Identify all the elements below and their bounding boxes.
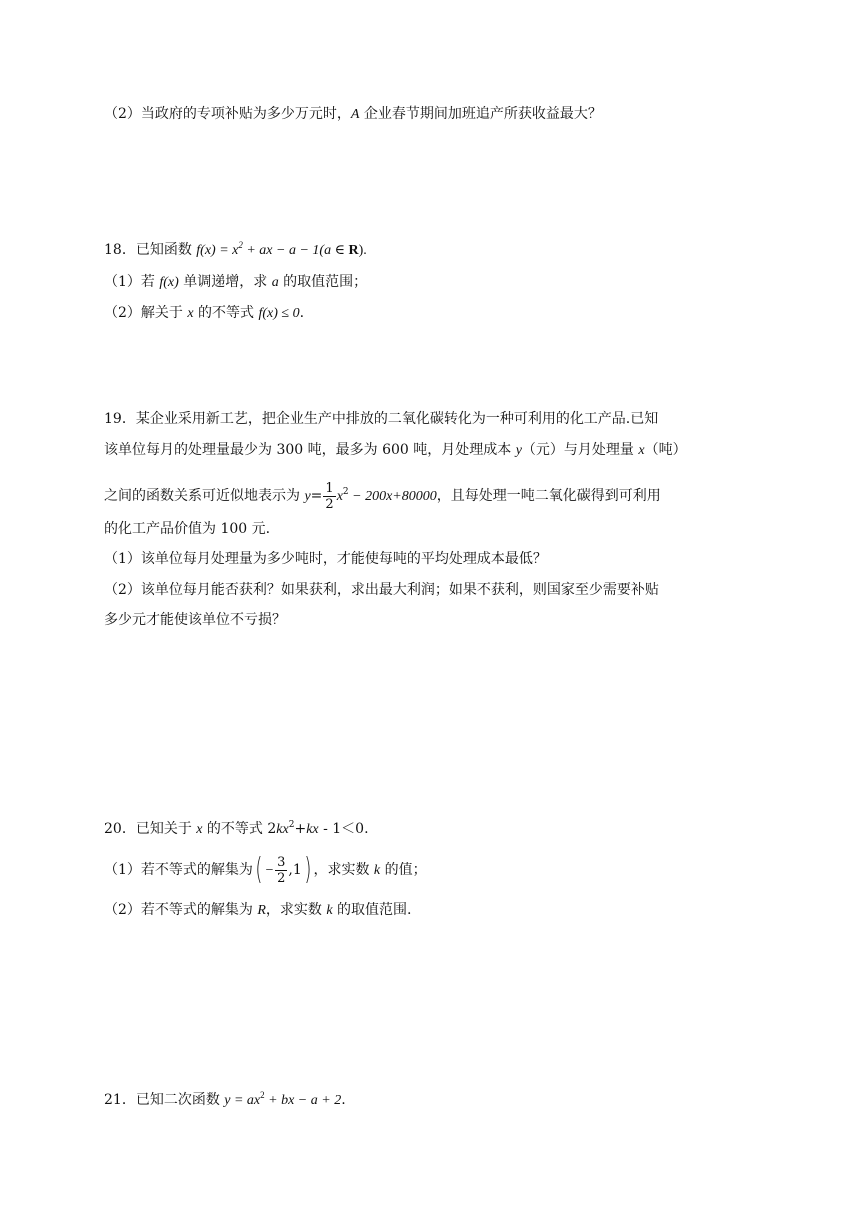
q19-line2 xyxy=(104,440,687,461)
q19-line2-end: （吨） xyxy=(644,442,687,458)
q19-line3-eq: = xyxy=(310,488,323,504)
q20-part2-R: R xyxy=(257,903,266,918)
q19-line3-y: y xyxy=(304,489,311,504)
q18-formula xyxy=(196,240,367,258)
q19-part1: （1）该单位每月处理量为多少吨时，才能使每吨的平均处理成本最低？ xyxy=(104,551,547,567)
q21-end: . xyxy=(341,1092,346,1108)
q17-part2-text: （2）当政府的专项补贴为多少万元时， xyxy=(104,106,351,122)
q18-part2-end: . xyxy=(299,305,305,321)
q20-part2-mid: ，求实数 xyxy=(265,902,327,918)
q18-number: 18．已知函数 xyxy=(104,242,197,258)
q20-kx1: kx xyxy=(276,822,289,837)
q19-part2-line1: （2）该单位每月能否获利？如果获利，求出最大利润；如果不获利，则国家至少需要补贴 xyxy=(104,582,659,598)
q19-part2-line2: 多少元才能使该单位不亏损？ xyxy=(104,612,286,628)
q18-part1 xyxy=(104,272,367,293)
q19-fraction xyxy=(323,481,335,512)
q18-part1-fx: f(x) xyxy=(159,275,179,290)
q19-line3 xyxy=(104,478,661,515)
q20-part1 xyxy=(104,852,427,889)
q19-line1: 19．某企业采用新工艺，把企业生产中排放的二氧化碳转化为一种可利用的化工产品.已知 xyxy=(104,411,659,427)
q21-number: 21．已知二次函数 xyxy=(104,1092,225,1108)
q17-part2 xyxy=(104,104,602,125)
q20-one: ,1 xyxy=(288,862,302,878)
q18-real-set: R xyxy=(348,243,359,258)
q18-part1-end: 的取值范围； xyxy=(278,274,368,290)
q18-part1-text: （1）若 xyxy=(104,274,160,290)
q18-f: f xyxy=(196,243,201,258)
right-paren-icon: ) xyxy=(304,852,312,887)
q19-line3-rest: − 200x+80000 xyxy=(348,489,437,504)
q20-part2 xyxy=(104,900,412,921)
q20-part2-end: 的取值范围. xyxy=(332,902,412,918)
q18-exp: 2 xyxy=(238,240,243,250)
q20-frac-den: 2 xyxy=(277,870,286,886)
q19-line2-mid: （元）与月处理量 xyxy=(521,442,639,458)
q20-exp: 2 xyxy=(288,820,295,830)
q21-exp: 2 xyxy=(260,1090,265,1100)
q20-part1-end: 的值； xyxy=(380,862,427,878)
q21-formula xyxy=(224,1090,342,1108)
q20-part1-text: （1）若不等式的解集为 xyxy=(104,862,253,878)
q19-line3-x: x xyxy=(336,489,343,504)
q18-part1-a: a xyxy=(271,275,279,290)
q19-frac-num: 1 xyxy=(325,480,334,496)
q18-part2-x: x xyxy=(187,306,194,321)
q18-fx: (x) = x xyxy=(200,243,239,258)
q21-stem xyxy=(104,1090,346,1111)
q20-number: 20．已知关于 xyxy=(104,821,197,837)
q18-part1-mid: 单调递增，求 xyxy=(178,274,272,290)
q20-fraction xyxy=(275,855,287,886)
q20-part1-mid: ，求实数 xyxy=(313,862,374,878)
q19-line2-y: y xyxy=(515,443,522,458)
q19-line2-text: 该单位每月的处理量最少为 300 吨，最多为 600 吨，月处理成本 xyxy=(104,442,516,458)
q19-line4: 的化工产品价值为 100 元. xyxy=(104,521,271,537)
q20-kx2: kx xyxy=(306,822,319,837)
q20-neg: − xyxy=(264,863,275,878)
q20-x: x xyxy=(196,822,203,837)
q21-formula-rest: + bx − a + 2 xyxy=(264,1093,342,1108)
q20-part2-k: k xyxy=(326,903,333,918)
q18-formula-end: ). xyxy=(358,243,367,258)
left-paren-icon: ( xyxy=(255,852,263,887)
q20-plus: + xyxy=(294,821,307,837)
q19-frac-den: 2 xyxy=(325,496,334,512)
q18-stem xyxy=(104,240,367,261)
q20-part1-k: k xyxy=(373,863,381,878)
q18-part2-ineq: f(x) ≤ 0 xyxy=(258,306,300,321)
q18-part2 xyxy=(104,303,304,324)
q20-part2-text: （2）若不等式的解集为 xyxy=(104,902,258,918)
q17-part2-text-end: 企业春节期间加班追产所获收益最大？ xyxy=(359,106,602,122)
q20-stem xyxy=(104,819,369,840)
q18-part2-text: （2）解关于 xyxy=(104,305,188,321)
q19-line3-end: ，且每处理一吨二氧化碳得到可利用 xyxy=(436,488,661,504)
q17-part2-var: A xyxy=(350,107,360,122)
q21-formula-a: y = ax xyxy=(224,1093,261,1108)
q18-formula-rest: + ax − a − 1(a ∈ xyxy=(242,243,349,258)
q20-end: ‐ 1＜0. xyxy=(318,821,369,837)
q18-part2-mid: 的不等式 xyxy=(193,305,259,321)
q19-line2-x: x xyxy=(638,443,645,458)
q20-mid: 的不等式 2 xyxy=(202,821,277,837)
q20-frac-num: 3 xyxy=(277,854,286,870)
q19-line3-exp: 2 xyxy=(342,487,349,497)
q19-line3-text: 之间的函数关系可近似地表示为 xyxy=(104,488,305,504)
